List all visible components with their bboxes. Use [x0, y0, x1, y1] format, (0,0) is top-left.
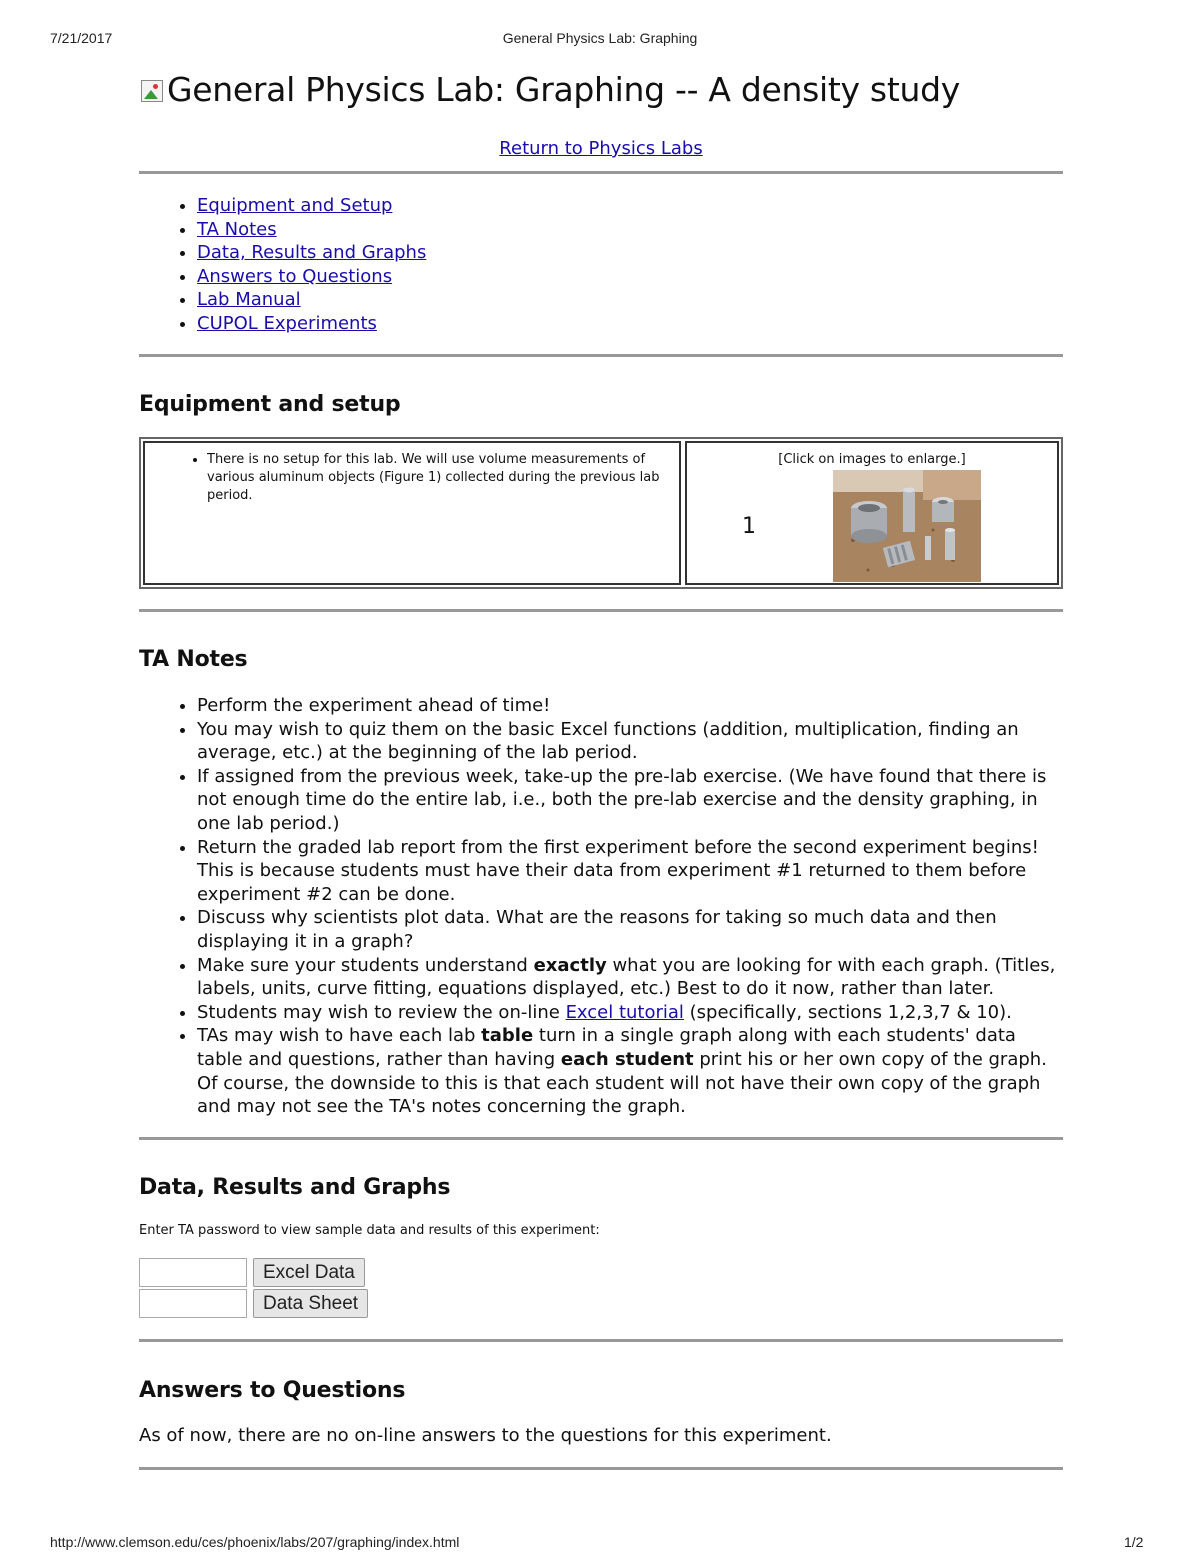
password-input-excel[interactable] [139, 1258, 247, 1287]
toc-item [197, 194, 426, 218]
ta-note-item [197, 694, 1063, 718]
print-title: General Physics Lab: Graphing [502, 30, 698, 46]
note-text: print his or her own copy of the graph. Of course, the downside to this is that each student will not have their own copy of the graph and may not see the TA's notes concerning the graph. [197, 1048, 1047, 1118]
divider [139, 1137, 1063, 1140]
ta-note-item [197, 836, 1063, 907]
toc-link-answers[interactable]: Answers to Questions [197, 265, 393, 287]
page-title: General Physics Lab: Graphing -- A density study [139, 70, 960, 109]
click-hint: [Click on images to enlarge.] [778, 452, 966, 467]
data-sheet-button[interactable]: Data Sheet [253, 1289, 368, 1318]
print-page-number: 1/2 [1124, 1534, 1144, 1550]
note-text: You may wish to quiz them on the basic Excel functions (addition, multiplication, finding an average, etc.) at the beginning of the lab period. [197, 718, 1019, 764]
excel-data-button[interactable]: Excel Data [253, 1258, 365, 1287]
return-to-physics-labs-link[interactable]: Return to Physics Labs [499, 138, 703, 159]
broken-image-icon [139, 78, 165, 104]
emphasis-text: each student [560, 1048, 694, 1070]
table-of-contents [139, 194, 426, 335]
note-text: Return the graded lab report from the first experiment before the second experiment begins! This is because students must have their data from experiment #1 returned to them before experiment #2 can be done. [197, 836, 1039, 905]
print-date: 7/21/2017 [50, 30, 113, 46]
toc-link-ta-notes[interactable]: TA Notes [197, 218, 277, 240]
data-results-heading: Data, Results and Graphs [139, 1175, 451, 1200]
equipment-description-cell [143, 441, 681, 585]
note-text: TAs may wish to have each lab [197, 1025, 482, 1047]
ta-note-item [197, 954, 1063, 1001]
password-prompt: Enter TA password to view sample data and results of this experiment: [139, 1223, 600, 1238]
toc-item [197, 265, 426, 289]
divider [139, 1467, 1063, 1470]
toc-item [197, 241, 426, 265]
note-text: what you are looking for with each graph. (Titles, labels, units, curve fitting, equations displayed, etc.) Best to do it now, rather than later. [197, 954, 1056, 1000]
note-text: turn in a single graph along with each students' data table and questions, rather than having [197, 1025, 1016, 1070]
note-text: Make sure your students understand [197, 954, 534, 976]
toc-link-data-results[interactable]: Data, Results and Graphs [197, 242, 427, 263]
toc-item [197, 218, 426, 242]
toc-item [197, 288, 426, 312]
ta-note-item [197, 718, 1063, 765]
ta-note-item [197, 765, 1063, 836]
emphasis-text: exactly [533, 954, 607, 976]
print-url: http://www.clemson.edu/ces/phoenix/labs/207/graphing/index.html [50, 1534, 460, 1550]
equipment-description: • There is no setup for this lab. We will use volume measurements of various aluminum objects (Figure 1) collected during the previous lab period. [207, 451, 671, 505]
divider [139, 1339, 1063, 1342]
divider [139, 171, 1063, 174]
equipment-image-cell [685, 441, 1059, 585]
note-text: Students may wish to review the on-line [197, 1001, 566, 1023]
answers-heading: Answers to Questions [139, 1378, 406, 1403]
excel-tutorial-link[interactable]: Excel tutorial [565, 1001, 684, 1023]
password-input-sheet[interactable] [139, 1289, 247, 1318]
equipment-table [139, 437, 1063, 589]
toc-link-equipment[interactable]: Equipment and Setup [197, 195, 393, 216]
ta-note-item [197, 906, 1063, 953]
note-text: Perform the experiment ahead of time! [197, 695, 551, 716]
note-text: Discuss why scientists plot data. What are the reasons for taking so much data and then displaying it in a graph? [197, 907, 997, 952]
aluminum-objects-photo[interactable] [833, 470, 981, 582]
ta-notes-heading: TA Notes [139, 647, 248, 672]
toc-link-cupol[interactable]: CUPOL Experiments [197, 312, 377, 334]
toc-link-lab-manual[interactable]: Lab Manual [197, 289, 301, 310]
note-text: If assigned from the previous week, take-up the pre-lab exercise. (We have found that there is not enough time do the entire lab, i.e., both the pre-lab exercise and the density graphing, in one lab period.) [197, 765, 1047, 834]
ta-note-item [197, 1001, 1063, 1025]
divider [139, 609, 1063, 612]
ta-notes-list [139, 694, 1063, 1119]
ta-note-item [197, 1024, 1063, 1118]
answers-text: As of now, there are no on-line answers to the questions for this experiment. [139, 1425, 832, 1446]
note-text: (specifically, sections 1,2,3,7 & 10). [683, 1001, 1012, 1023]
password-row-sheet [139, 1289, 368, 1318]
password-row-excel [139, 1258, 365, 1287]
toc-item [197, 312, 426, 336]
equipment-heading: Equipment and setup [139, 392, 401, 417]
figure-number: 1 [742, 514, 756, 539]
divider [139, 354, 1063, 357]
emphasis-text: table [481, 1025, 534, 1047]
return-link-container [139, 138, 1063, 159]
